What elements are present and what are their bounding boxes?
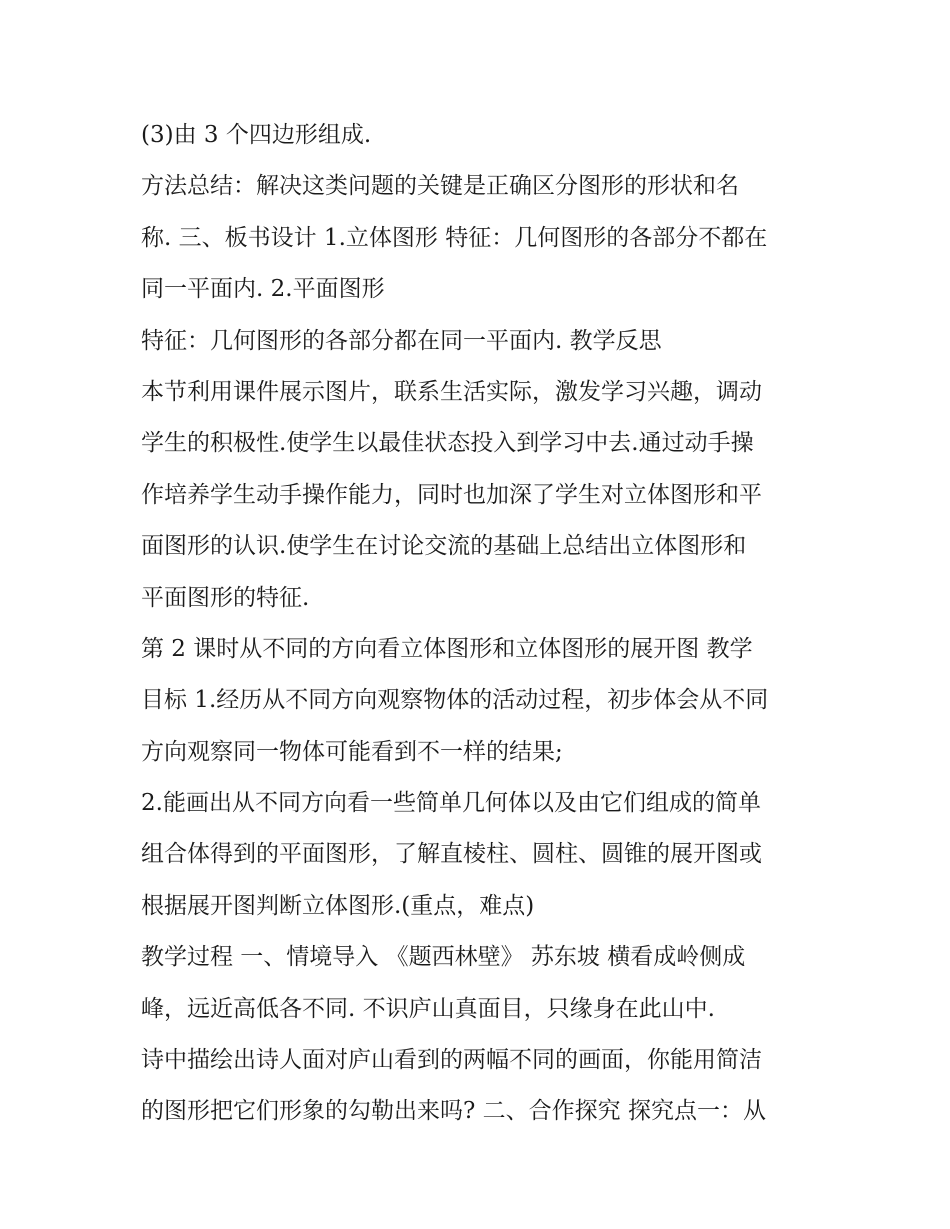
text-line: 面图形的认识.使学生在讨论交流的基础上总结出立体图形和: [141, 533, 747, 560]
text-line: 平面图形的特征.: [141, 584, 310, 611]
text-line: 第 2 课时从不同的方向看立体图形和立体图形的展开图 教学: [141, 635, 753, 662]
body-text: [141, 110, 831, 1138]
text-line: 作培养学生动手操作能力，同时也加深了学生对立体图形和平: [141, 481, 762, 508]
text-line: 根据展开图判断立体图形.(重点，难点): [141, 892, 535, 919]
text-line: 称. 三、板书设计 1.立体图形 特征：几何图形的各部分不都在: [141, 224, 768, 251]
text-line: 方向观察同一物体可能看到不一样的结果;: [141, 738, 563, 765]
text-line: 组合体得到的平面图形，了解直棱柱、圆柱、圆锥的展开图或: [141, 841, 762, 868]
text-line: 教学过程 一、情境导入 《题西林壁》 苏东坡 横看成岭侧成: [141, 944, 746, 971]
text-line: 方法总结：解决这类问题的关键是正确区分图形的形状和名: [141, 173, 739, 200]
text-line: 同一平面内. 2.平面图形: [141, 276, 385, 303]
text-line: 本节利用课件展示图片，联系生活实际，激发学习兴趣，调动: [141, 378, 762, 405]
text-line: 诗中描绘出诗人面对庐山看到的两幅不同的画面，你能用简洁: [141, 1047, 762, 1074]
text-line: 峰，远近高低各不同. 不识庐山真面目，只缘身在此山中.: [141, 995, 715, 1022]
text-line: 2.能画出从不同方向看一些简单几何体以及由它们组成的简单: [141, 790, 761, 817]
text-line: 特征：几何图形的各部分都在同一平面内. 教学反思: [141, 327, 662, 354]
text-line: 的图形把它们形象的勾勒出来吗? 二、合作探究 探究点一：从: [141, 1098, 766, 1125]
text-line: (3)由 3 个四边形组成.: [141, 122, 372, 148]
text-line: 学生的积极性.使学生以最佳状态投入到学习中去.通过动手操: [141, 430, 754, 457]
text-line: 目标 1.经历从不同方向观察物体的活动过程，初步体会从不同: [141, 687, 769, 714]
